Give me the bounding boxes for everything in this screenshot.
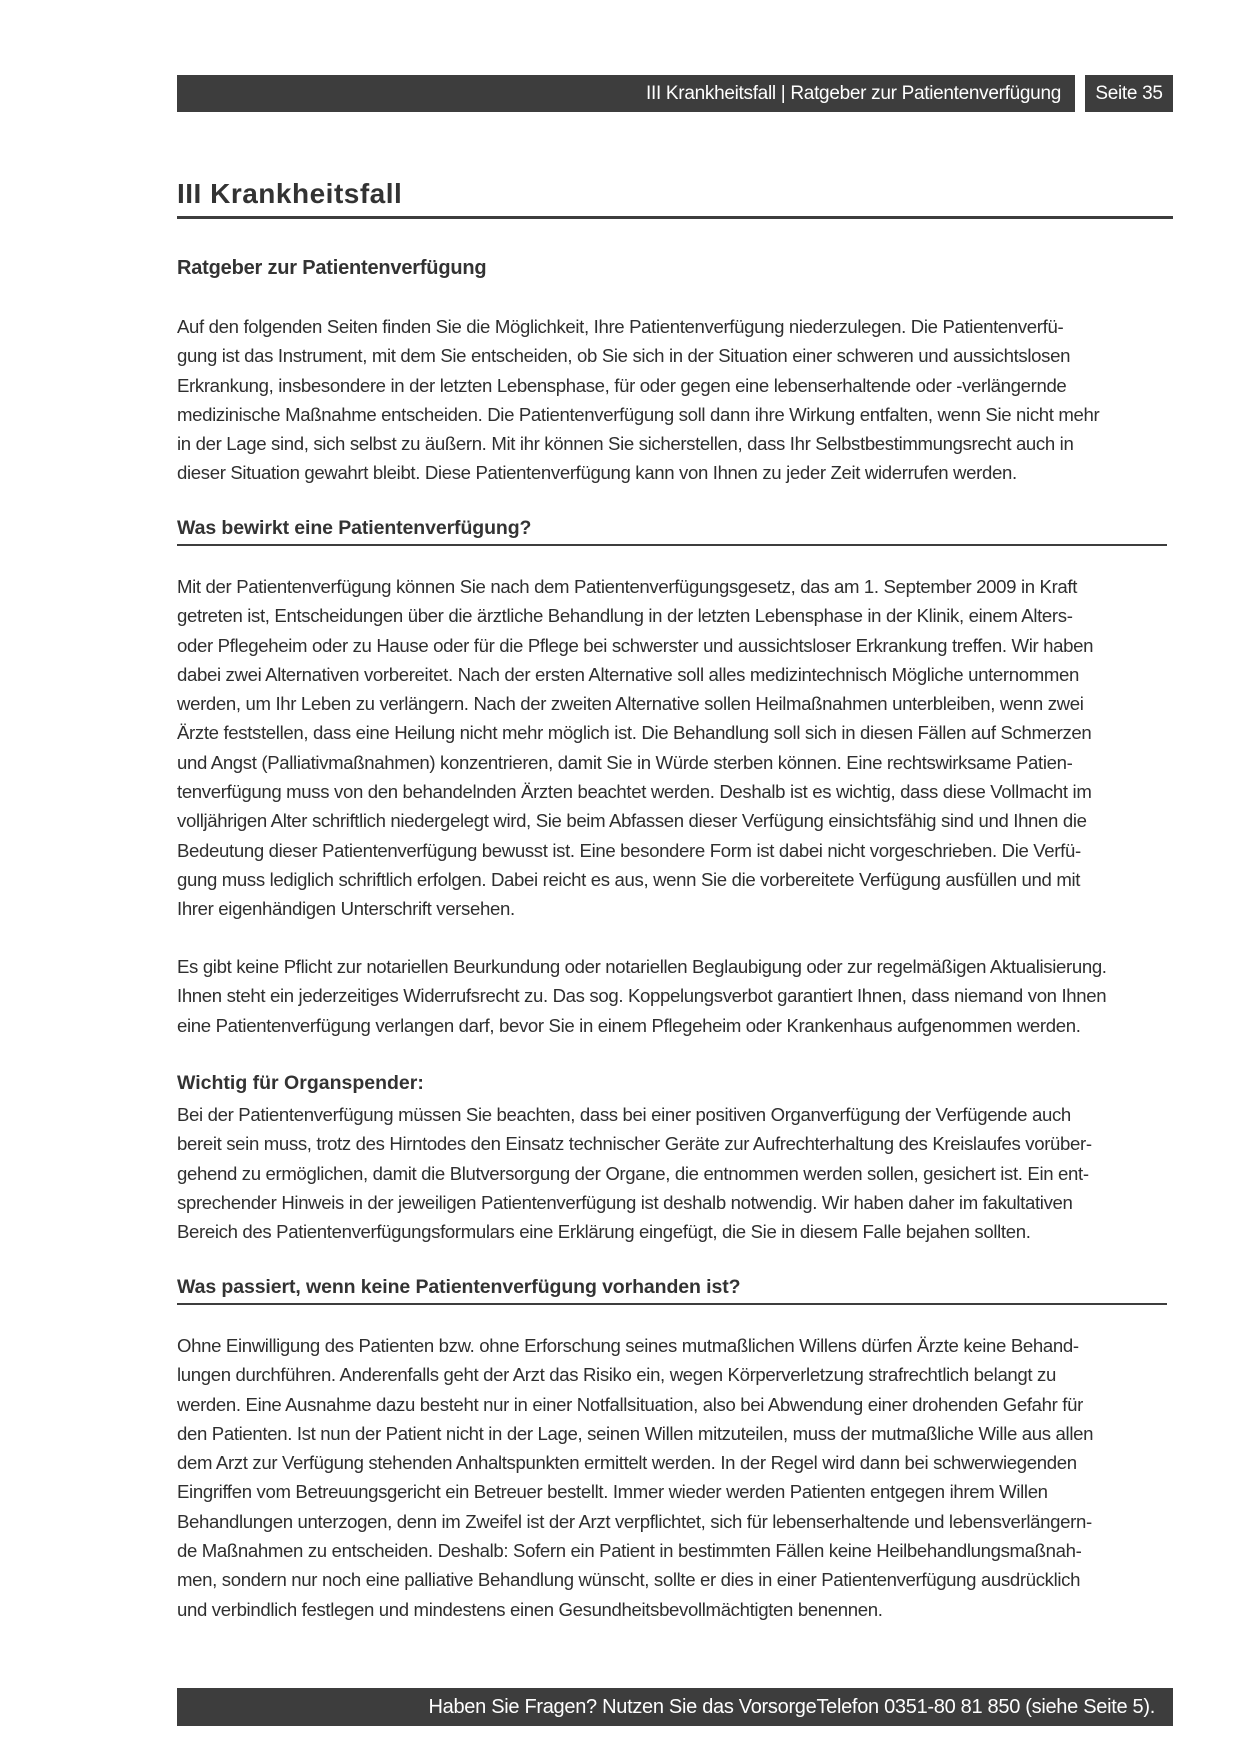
section-heading-missing: [177, 1272, 1167, 1305]
page-header: [177, 75, 1173, 112]
page-number: Seite 35: [1095, 83, 1163, 104]
header-divider: [1075, 75, 1085, 112]
header-title: III Krankheitsfall | Ratgeber zur Patientenverfügung: [646, 83, 1061, 104]
missing-paragraph: Ohne Einwilligung des Patienten bzw. ohne Erforschung seines mutmaßlichen Willens dürfen Ärzte keine Behand- lungen durchführen. Anderenfalls geht der Arzt das Risiko ein, wegen Körperverletzung strafrechtlich belangt zu werden. Eine Ausnahme dazu besteht nur in einer Notfallsituation, also bei Abwendung einer drohenden Gefahr für den Patienten. Ist nun der Patient nicht in der Lage, seinen Willen mitzuteilen, muss der mutmaßliche Wille aus allen dem Arzt zur Verfügung stehenden Anhaltspunkten ermittelt werden. In der Regel wird dann bei schwerwiegenden Eingriffen vom Betreuungsgericht ein Betreuer bestellt. Immer wieder werden Patienten entgegen ihrem Willen Behandlungen unterzogen, denn im Zweifel ist der Arzt verpflichtet, sich für lebenserhaltende und lebensverlängern- de Maßnahmen zu entscheiden. Deshalb: Sofern ein Patient in bestimmten Fällen keine Heilbehandlungsmaßnah- men, sondern nur noch eine palliative Behandlung wünscht, sollte er dies in einer Patientenverfügung ausdrücklich und verbindlich festlegen und mindestens einen Gesundheitsbevollmächtigten benennen.: [177, 1335, 1094, 1620]
section-heading-effect: [177, 513, 1167, 546]
page-footer: [177, 1688, 1173, 1726]
chapter-heading: [177, 176, 1173, 219]
chapter-title: III Krankheitsfall: [177, 178, 403, 209]
section-title-effect: Was bewirkt eine Patientenverfügung?: [177, 517, 532, 539]
organ-donor-paragraph: Bei der Patientenverfügung müssen Sie beachten, dass bei einer positiven Organverfügung der Verfügende auch bereit sein muss, trotz des Hirntodes den Einsatz technischer Geräte zur Aufrechterhaltung des Kreislaufes vorüber- gehend zu ermöglichen, damit die Blutversorgung der Organe, die entnommen werden sollen, gesichert ist. Ein ent- sprechender Hinweis in der jeweiligen Patientenverfügung ist deshalb notwendig. Wir haben daher im fakultativen Bereich des Patientenverfügungsformulars eine Erklärung eingefügt, die Sie in diesem Falle bejahen sollten.: [177, 1104, 1092, 1243]
subtitle: Ratgeber zur Patientenverfügung: [177, 257, 487, 279]
effect-paragraph: Mit der Patientenverfügung können Sie nach dem Patientenverfügungsgesetz, das am 1. September 2009 in Kraft getreten ist, Entscheidungen über die ärztliche Behandlung in der letzten Lebensphase in der Klinik, einem Alters- oder Pflegeheim oder zu Hause oder für die Pflege bei schwerster und aussichtsloser Erkrankung treffen. Wir haben dabei zwei Alternativen vorbereitet. Nach der ersten Alternative soll alles medizintechnisch Mögliche unternommen werden, um Ihr Leben zu verlängern. Nach der zweiten Alternative sollen Heilmaßnahmen unterbleiben, wenn zwei Ärzte feststellen, dass eine Heilung nicht mehr möglich ist. Die Behandlung soll sich in diesen Fällen auf Schmerzen und Angst (Palliativmaßnahmen) konzentrieren, damit Sie in Würde sterben können. Eine rechtswirksame Patien- tenverfügung muss von den behandelnden Ärzten beachtet werden. Deshalb ist es wichtig, dass diese Vollmacht im volljährigen Alter schriftlich niedergelegt wird, Sie beim Abfassen dieser Verfügung einsichtsfähig sind und Ihnen die Bedeutung dieser Patientenverfügung bewusst ist. Eine besondere Form ist dabei nicht vorgeschrieben. Die Verfü- gung muss lediglich schriftlich erfolgen. Dabei reicht es aus, wenn Sie die vorbereitete Verfügung ausfüllen und mit Ihrer eigenhändigen Unterschrift versehen.: [177, 576, 1094, 920]
footer-text: Haben Sie Fragen? Nutzen Sie das VorsorgeTelefon 0351-80 81 850 (siehe Seite 5).: [428, 1696, 1155, 1718]
section-title-missing: Was passiert, wenn keine Patientenverfügung vorhanden ist?: [177, 1276, 741, 1298]
organ-donor-label: Wichtig für Organspender:: [177, 1072, 424, 1094]
intro-paragraph: Auf den folgenden Seiten finden Sie die Möglichkeit, Ihre Patientenverfügung niederzulegen. Die Patientenverfü- gung ist das Instrument, mit dem Sie entscheiden, ob Sie sich in der Situation einer schweren und aussichtslosen Erkrankung, insbesondere in der letzten Lebensphase, für oder gegen eine lebenserhaltende oder -verlängernde medizinische Maßnahme entscheiden. Die Patientenverfügung soll dann ihre Wirkung entfalten, wenn Sie nicht mehr in der Lage sind, sich selbst zu äußern. Mit ihr können Sie sicherstellen, dass Ihr Selbstbestimmungsrecht auch in dieser Situation gewahrt bleibt. Diese Patientenverfügung kann von Ihnen zu jeder Zeit widerrufen werden.: [177, 316, 1100, 484]
obligation-paragraph: Es gibt keine Pflicht zur notariellen Beurkundung oder notariellen Beglaubigung oder zur regelmäßigen Aktualisierung. Ihnen steht ein jederzeitiges Widerrufsrecht zu. Das sog. Koppelungsverbot garantiert Ihnen, dass niemand von Ihnen eine Patientenverfügung verlangen darf, bevor Sie in einem Pflegeheim oder Krankenhaus aufgenommen werden.: [177, 956, 1107, 1036]
